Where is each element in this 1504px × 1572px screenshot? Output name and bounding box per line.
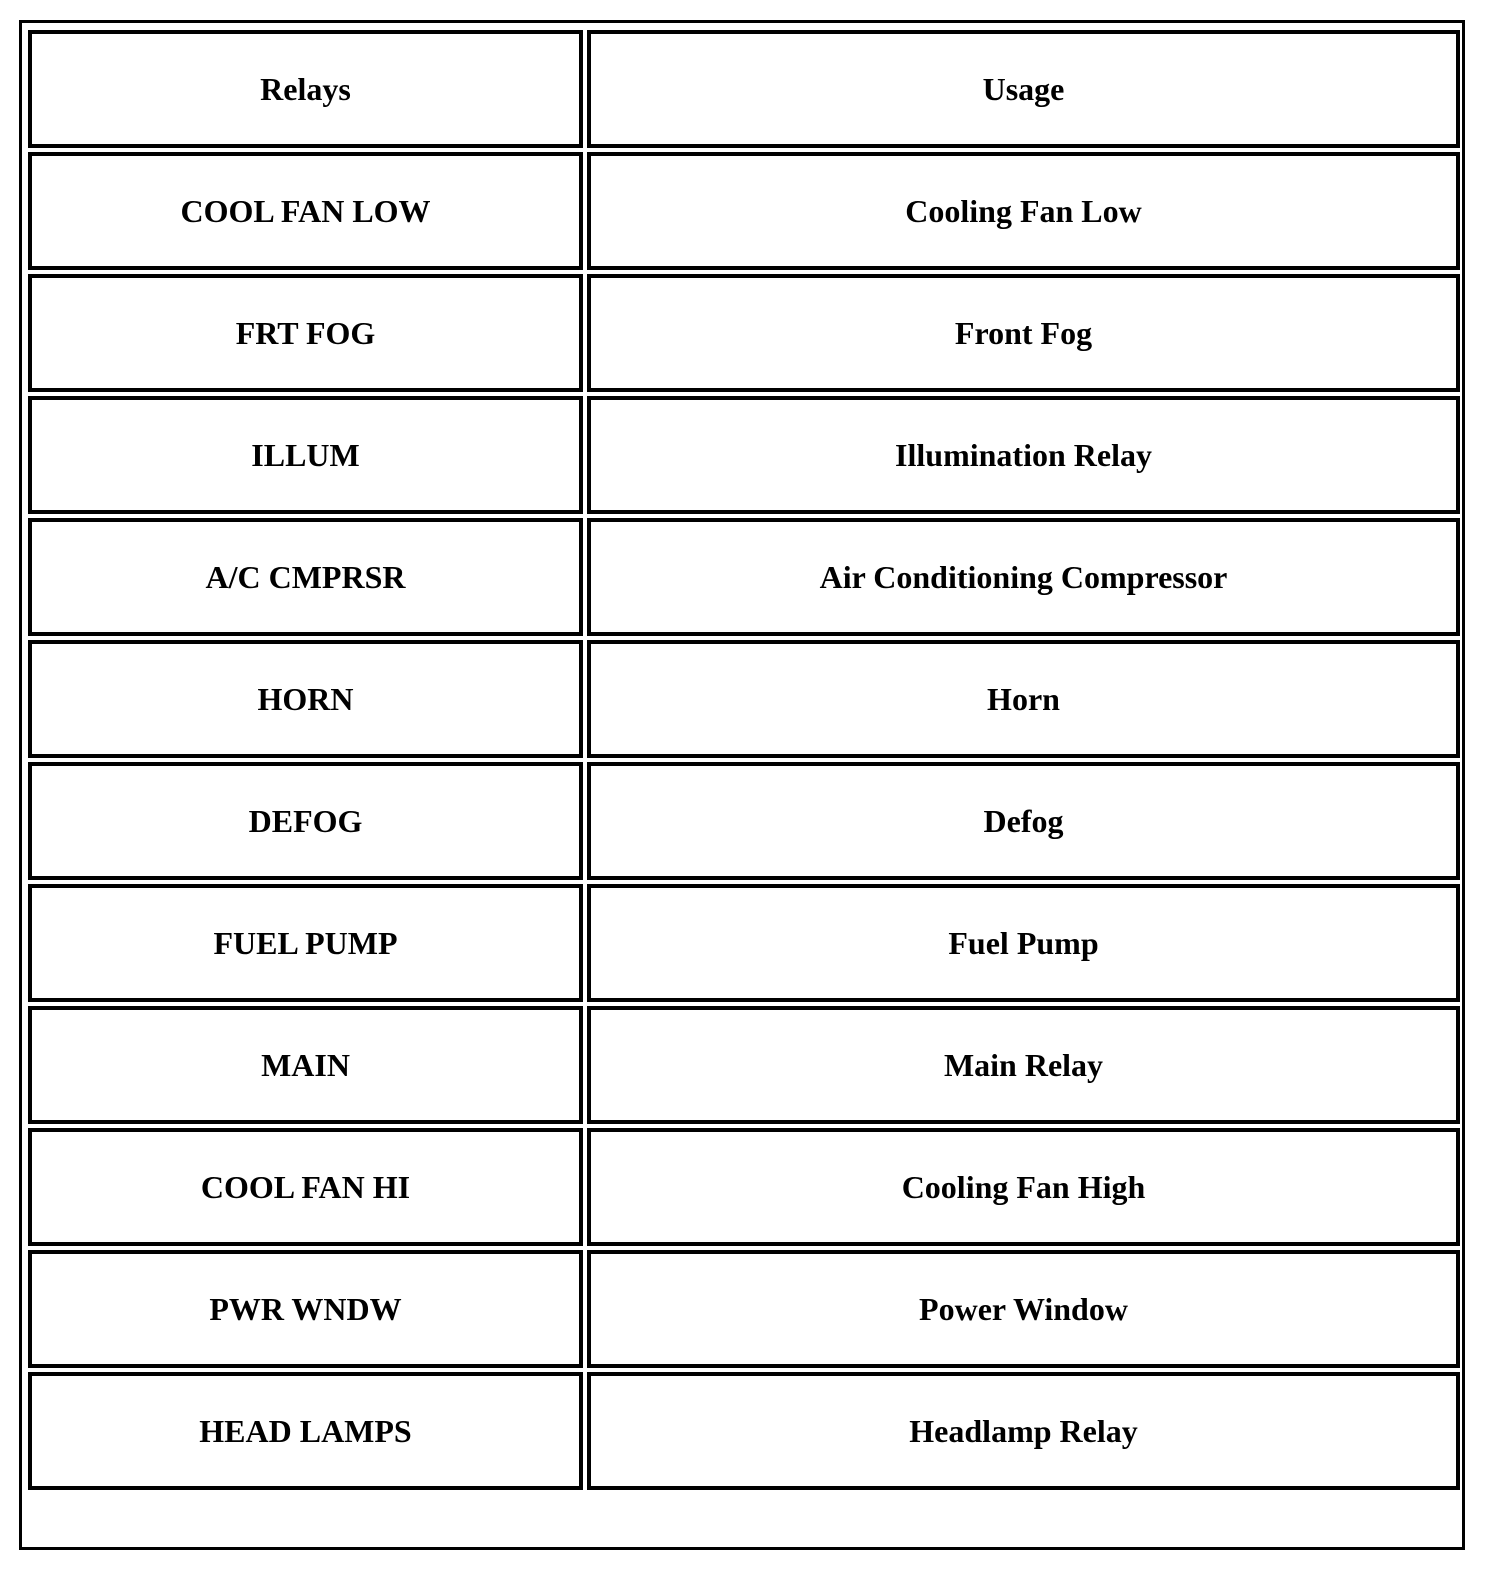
table-row bbox=[28, 1372, 1460, 1490]
relay-table-frame bbox=[19, 20, 1465, 1550]
relay-cell: HEAD LAMPS bbox=[28, 1372, 583, 1490]
usage-cell: Fuel Pump bbox=[587, 884, 1460, 1002]
relay-cell: FUEL PUMP bbox=[28, 884, 583, 1002]
usage-cell: Power Window bbox=[587, 1250, 1460, 1368]
header-usage: Usage bbox=[587, 30, 1460, 148]
table-row bbox=[28, 1128, 1460, 1246]
relay-cell: MAIN bbox=[28, 1006, 583, 1124]
usage-cell: Cooling Fan Low bbox=[587, 152, 1460, 270]
table-row bbox=[28, 884, 1460, 1002]
relay-cell: PWR WNDW bbox=[28, 1250, 583, 1368]
table-row bbox=[28, 1250, 1460, 1368]
usage-cell: Horn bbox=[587, 640, 1460, 758]
usage-cell: Cooling Fan High bbox=[587, 1128, 1460, 1246]
usage-cell: Headlamp Relay bbox=[587, 1372, 1460, 1490]
usage-cell: Air Conditioning Compressor bbox=[587, 518, 1460, 636]
relay-cell: COOL FAN HI bbox=[28, 1128, 583, 1246]
table-row bbox=[28, 640, 1460, 758]
header-relays: Relays bbox=[28, 30, 583, 148]
relay-cell: FRT FOG bbox=[28, 274, 583, 392]
usage-cell: Front Fog bbox=[587, 274, 1460, 392]
relay-cell: DEFOG bbox=[28, 762, 583, 880]
table-row bbox=[28, 152, 1460, 270]
table-row bbox=[28, 762, 1460, 880]
relay-cell: COOL FAN LOW bbox=[28, 152, 583, 270]
relay-cell: ILLUM bbox=[28, 396, 583, 514]
relay-cell: A/C CMPRSR bbox=[28, 518, 583, 636]
table-row bbox=[28, 274, 1460, 392]
usage-cell: Main Relay bbox=[587, 1006, 1460, 1124]
table-row bbox=[28, 1006, 1460, 1124]
table-row bbox=[28, 396, 1460, 514]
usage-cell: Illumination Relay bbox=[587, 396, 1460, 514]
relay-usage-table bbox=[24, 26, 1464, 1494]
usage-cell: Defog bbox=[587, 762, 1460, 880]
table-header-row bbox=[28, 30, 1460, 148]
table-row bbox=[28, 518, 1460, 636]
relay-cell: HORN bbox=[28, 640, 583, 758]
